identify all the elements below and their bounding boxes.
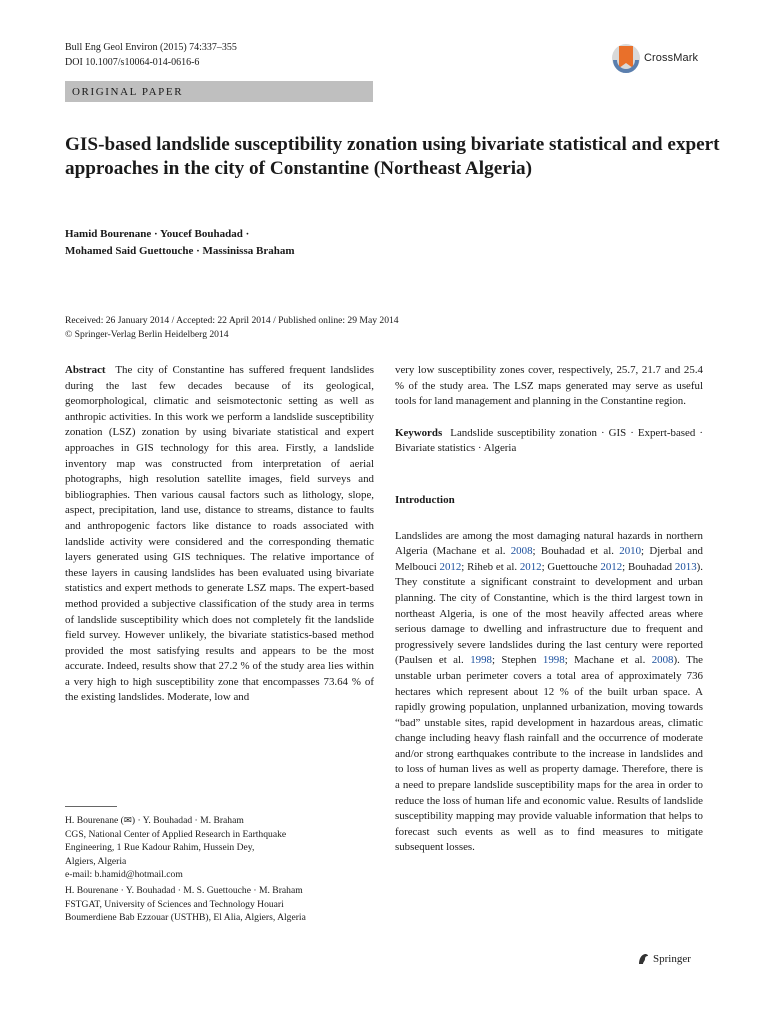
affiliation-line: Algiers, Algeria (65, 855, 127, 867)
introduction-text: ; Bouhadad et al. (532, 545, 620, 558)
journal-citation: Bull Eng Geol Environ (2015) 74:337–355 (65, 42, 237, 53)
affiliation-line: Engineering, 1 Rue Kadour Rahim, Hussein Dey, (65, 842, 255, 854)
introduction-text: ; Machane et al. (564, 654, 652, 667)
affiliation (65, 814, 374, 882)
citation-link[interactable]: 2010 (619, 545, 642, 558)
introduction-text: ; Djerbal and Melbouci (395, 545, 703, 573)
author-line: Mohamed Said Guettouche · Massinissa Braham (65, 245, 295, 257)
introduction-text: ). They constitute a significant constraint to development and urban planning. The city of Constantine, which is the third largest town in northeast Algeria, is one of the most heavily affected areas where serious damage to dwelling and infrastructure due to frequent and progressively severe landslides during the last century were reported (Paulsen et al. (395, 560, 704, 667)
citation-link[interactable]: 2012 (439, 560, 462, 573)
affiliation-line: FSTGAT, University of Sciences and Technology Houari (65, 898, 284, 910)
footnote-divider (65, 806, 117, 807)
introduction-body (395, 529, 703, 856)
abstract-text: The city of Constantine has suffered frequent landslides during the last few decades because of its geological, geomorphological, climatic and seismotectonic setting as well as anthropic activities. In this work we perform a landslide susceptibility zonation (LSZ) zonation by using bivariate statistical and expert approaches in GIS technology for this area. Firstly, a landslide inventory map was constructed from interpretation of aerial photographs, high resolution satellite images, field surveys and bibliographies. Then various causal factors such as lithology, slope, aspect, precipitation, land use, distance to streams, distance to faults and anthropogenic factors like distance to roads associated with landslide activity were considered and the corresponding thematic layers generated using GIS techniques. The relative importance of these layers in causing landslides has been evaluated using bivariate statistics and expert methods to generate LSZ maps. The expert-based method provided a subjective classification of the study area in terms of landslide susceptibility which does not completely fit the landslide field survey. However unlikely, the bivariate statistics-based method provided the most satisfying results and appears to be the most accurate. Indeed, results show that 27.2 % of the study area lies within a very high to high susceptibility zone that encompasses 73.64 % of the existing landslides. Moderate, low and (65, 364, 374, 704)
article-type-banner (65, 81, 373, 102)
author-list (65, 226, 295, 260)
introduction-text: ; Bouhadad (622, 560, 675, 573)
affiliation-line: CGS, National Center of Applied Research in Earthquake (65, 828, 287, 840)
keywords-text: Landslide susceptibility zonation · GIS · Expert-based · Bivariate statistics · Algeria (395, 426, 703, 455)
abstract-label: Abstract (65, 364, 106, 376)
citation-link[interactable]: 2013 (674, 560, 697, 573)
left-column (65, 363, 374, 706)
citation-link[interactable]: 2012 (600, 560, 623, 573)
affiliation-line: Boumerdiene Bab Ezzouar (USTHB), El Alia, Algiers, Algeria (65, 912, 306, 924)
history-dates: Received: 26 January 2014 / Accepted: 22 April 2014 / Published online: 29 May 2014 (65, 315, 399, 326)
citation-link[interactable]: 2008 (651, 654, 674, 667)
keywords-label: Keywords (395, 426, 443, 439)
citation-link[interactable]: 1998 (542, 654, 565, 667)
introduction-heading: Introduction (395, 493, 455, 506)
abstract (65, 363, 374, 706)
citation-link[interactable]: 2012 (519, 560, 542, 573)
affiliation-email[interactable]: e-mail: b.hamid@hotmail.com (65, 869, 183, 881)
keywords (395, 426, 703, 457)
introduction-text: ; Stephen (491, 654, 543, 667)
right-column (395, 363, 703, 856)
affiliation (65, 884, 374, 925)
publisher-logo (636, 952, 691, 966)
crossmark-label: CrossMark (644, 52, 699, 64)
affiliation-names: H. Bourenane (✉) · Y. Bouhadad · M. Braham (65, 815, 244, 826)
article-history (65, 314, 399, 342)
introduction-text: ; Riheb et al. (461, 560, 520, 573)
article-type-label: ORIGINAL PAPER (72, 85, 184, 98)
springer-horse-icon (636, 952, 650, 966)
introduction-text: Landslides are among the most damaging natural hazards in northern Algeria (Machane et al. (395, 529, 703, 558)
author-line: Hamid Bourenane · Youcef Bouhadad · (65, 228, 250, 240)
affiliation-names: H. Bourenane · Y. Bouhadad · M. S. Guettouche · M. Braham (65, 885, 303, 896)
introduction-text: ). The unstable urban perimeter covers a total area of approximately 736 hectares which represent about 12 % of the built urban space. A rapidly growing population, unplanned urbanization, moving towards “bad” unstable sites, rapid development in hazardous areas, climatic change including heavy flash rainfall and the occurrence of moderate and/or strong earthquakes contribute to the increase in landslides and to loss of human lives as well as property damage. Therefore, there is a need to prepare landslide susceptibility maps for the area in order to reduce the loss of human life and economic value. Results of landslide susceptibility mapping may provide valuable information that helps to forecast such events as well as to find measures to mitigate subsequent losses. (395, 654, 703, 854)
introduction-text: ; Guettouche (541, 560, 601, 573)
crossmark-icon (611, 40, 641, 76)
copyright: © Springer-Verlag Berlin Heidelberg 2014 (65, 329, 229, 340)
paper-title: GIS-based landslide susceptibility zonation using bivariate statistical and expert approaches in the city of Constantine (Northeast Algeria) (65, 134, 720, 179)
abstract-continuation: very low susceptibility zones cover, respectively, 25.7, 21.7 and 25.4 % of the study area. The LSZ maps generated may serve as useful tools for land management and planning in the Constantine region. (395, 364, 703, 408)
citation-link[interactable]: 1998 (470, 654, 492, 667)
crossmark-badge[interactable] (611, 40, 698, 76)
publisher-name: Springer (653, 953, 691, 965)
citation-link[interactable]: 2008 (510, 545, 533, 558)
doi[interactable]: DOI 10.1007/s10064-014-0616-6 (65, 57, 200, 68)
journal-header (65, 40, 237, 70)
